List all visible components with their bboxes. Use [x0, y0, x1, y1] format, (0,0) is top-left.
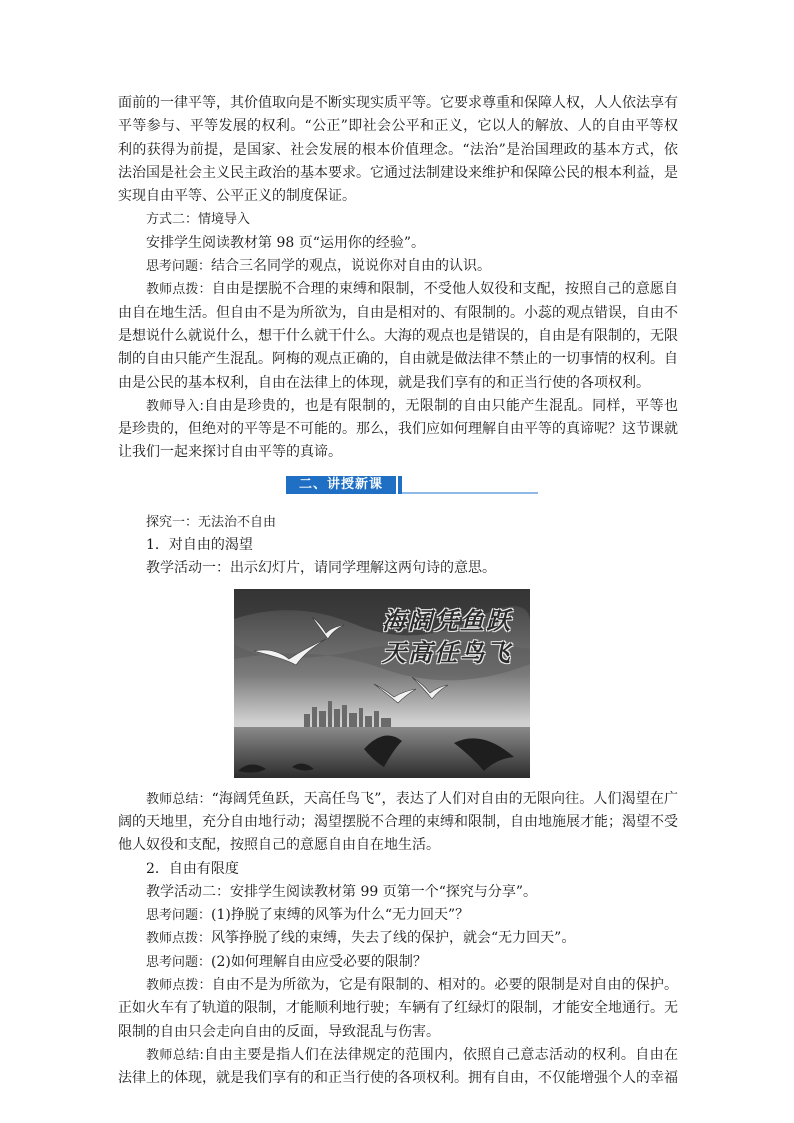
think-question-3: [118, 951, 678, 974]
teacher-hint-1: [118, 278, 678, 394]
summary-text: 自由主要是指人们在法律规定的范围内，依照自己意志活动的权利。自由在法律上的体现，就是我们享有的和正当行使的各项权利。拥有自由，不仅能增强个人的幸福: [118, 1046, 678, 1087]
think-text: (1)挣脱了束缚的风筝为什么“无力回天”？: [211, 907, 470, 924]
think-label: 思考问题：: [146, 908, 212, 924]
think-question-1: [118, 255, 678, 278]
hint-label: 教师点拨：: [146, 282, 212, 298]
think-label: 思考问题：: [146, 259, 212, 275]
item-two-heading: 2．自由有限度: [146, 860, 239, 877]
teacher-summary-1: [118, 788, 678, 858]
teacher-hint-2: [118, 927, 678, 950]
summary-text: “海阔凭鱼跃，天高任鸟飞”，表达了人们对自由的无限向往。人们渴望在广阔的天地里，充分自由地行动；渴望摆脱不合理的束缚和限制，自由地施展才能；渴望不受他人奴役和支配，按照自己的意愿自由自在地生活。: [118, 790, 678, 854]
teacher-summary-2: [118, 1044, 678, 1091]
think-question-2: [118, 904, 678, 927]
hint-label: 教师点拨：: [146, 978, 212, 994]
think-text: (2)如何理解自由应受必要的限制？: [211, 953, 427, 970]
intro-text: 自由是珍贵的，也是有限制的，无限制的自由只能产生混乱。同样，平等也是珍贵的，但绝对的平等是不可能的。那么，我们应如何理解自由平等的真谛呢？这节课就让我们一起来探讨自由平等的真谛。: [118, 397, 678, 461]
activity-two: 教学活动二：安排学生阅读教材第 99 页第一个“探究与分享”。: [146, 883, 538, 900]
activity-one: 教学活动一：出示幻灯片，请同学理解这两句诗的意思。: [146, 560, 496, 577]
summary-label: 教师总结：: [146, 791, 212, 807]
explore-one-heading: 探究一：无法治不自由: [146, 514, 277, 530]
intro-label: 教师导入:: [146, 398, 204, 414]
item-one-heading: 1．对自由的渴望: [146, 537, 253, 554]
section-title: 二、讲授新课: [286, 476, 396, 494]
section-underline: [402, 492, 538, 494]
paragraph-values: 面前的一律平等，其价值取向是不断实现实质平等。它要求尊重和保障人权，人人依法享有平等参与、平等发展的权利。“公正”即社会公平和正义，它以人的解放、人的自由平等权利的获得为前提，是国家、社会发展的根本价值理念。“法治”是治国理政的基本方式，依法治国是社会主义民主政治的基本要求。它通过法制建设来维护和保障公民的根本利益，是实现自由平等、公平正义的制度保证。: [118, 95, 678, 205]
poem-line-1: 海阔凭鱼跃: [382, 605, 512, 635]
teacher-hint-3: [118, 974, 678, 1044]
think-text: 结合三名同学的观点，说说你对自由的认识。: [211, 258, 492, 275]
poem-overlay: [382, 605, 512, 669]
poem-line-2: 天高任鸟飞: [382, 637, 512, 667]
poem-photo: [234, 589, 530, 778]
section-header: [118, 475, 678, 497]
summary-label: 教师总结:: [146, 1047, 204, 1063]
think-label: 思考问题：: [146, 954, 212, 970]
document-page: [118, 92, 678, 1091]
teacher-intro: [118, 395, 678, 465]
hint-text: 自由是摆脱不合理的束缚和限制，不受他人奴役和支配，按照自己的意愿自由自在地生活。但自由不是为所欲为，自由是相对的、有限制的。小蕊的观点错误，自由不是想说什么就说什么，想干什么就干什么。大海的观点也是错误的，自由是有限制的，无限制的自由只能产生混乱。阿梅的观点正确的，自由就是做法律不禁止的一切事情的权利。自由是公民的基本权利，自由在法律上的体现，就是我们享有的和正当行使的各项权利。: [118, 281, 678, 391]
hint-label: 教师点拨：: [146, 931, 212, 947]
method-two-heading: 方式二：情境导入: [146, 212, 251, 228]
hint-text: 自由不是为所欲为，它是有限制的、相对的。必要的限制是对自由的保护。正如火车有了轨道的限制，才能顺利地行驶；车辆有了红绿灯的限制，才能安全地通行。无限制的自由只会走向自由的反面，导致混乱与伤害。: [118, 977, 678, 1040]
hint-text: 风筝挣脱了线的束缚，失去了线的保护，就会“无力回天”。: [211, 930, 576, 947]
reading-assignment-98: 安排学生阅读教材第 98 页“运用你的经验”。: [146, 234, 426, 251]
